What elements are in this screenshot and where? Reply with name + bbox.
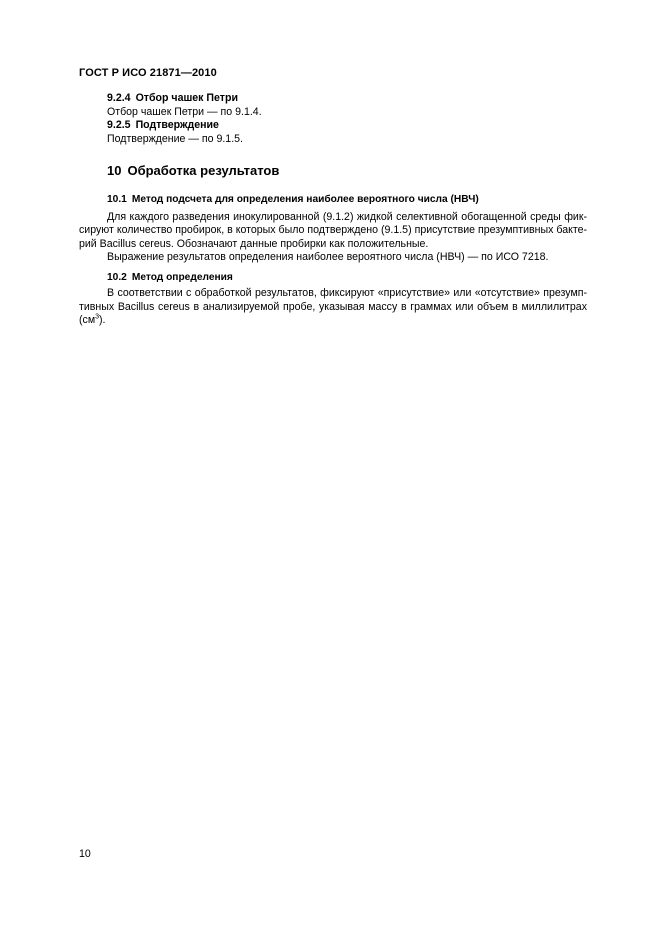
clause-number: 10.1 bbox=[107, 194, 127, 205]
subsection-title: Отбор чашек Петри bbox=[135, 92, 238, 104]
clause-title: Метод определения bbox=[131, 271, 233, 283]
clause-title: Метод подсчета для определения наиболее вероятного числа (НВЧ) bbox=[131, 194, 479, 205]
paragraph-line: тивных Bacillus cereus в анализируемой пробе, указывая массу в граммах или объем в миллилитрах bbox=[79, 300, 587, 313]
page-header: ГОСТ Р ИСО 21871—2010 bbox=[79, 67, 217, 79]
paragraph-line: рий Bacillus cereus. Обозначают данные пробирки как положительные. bbox=[79, 237, 429, 250]
paragraph-line: В соответствии с обработкой результатов, фиксируют «присутствие» или «отсутствие» презумп- bbox=[107, 287, 587, 299]
subsection-number: 9.2.5 bbox=[107, 119, 131, 131]
subsection-text-9-2-4: Отбор чашек Петри — по 9.1.4. bbox=[107, 105, 262, 118]
section-heading-10 bbox=[107, 163, 587, 179]
paragraph-10-2-a bbox=[79, 287, 587, 328]
page-number: 10 bbox=[79, 848, 91, 860]
paragraph-line-units bbox=[79, 314, 587, 328]
paragraph-line: сируют количество пробирок, в которых было подтверждено (9.1.5) присутствие презумптивных бакте- bbox=[79, 224, 587, 236]
clause-heading-10-2 bbox=[107, 271, 587, 285]
units-superscript: 3 bbox=[95, 313, 100, 321]
subsection-number: 9.2.4 bbox=[107, 92, 131, 104]
clause-number: 10.2 bbox=[107, 271, 127, 283]
clause-heading-10-1 bbox=[107, 193, 587, 207]
units-text: (см bbox=[79, 314, 96, 326]
paragraph-10-1-b: Выражение результатов определения наиболее вероятного числа (НВЧ) — по ИСО 7218. bbox=[107, 251, 549, 263]
section-title: Обработка результатов bbox=[127, 163, 280, 178]
subsection-title: Подтверждение bbox=[135, 119, 219, 131]
paragraph-line: Для каждого разведения инокулированной (9.1.2) жидкой селективной обогащенной среды фик- bbox=[107, 210, 587, 223]
document-body bbox=[79, 92, 587, 328]
subsection-heading-9-2-5 bbox=[107, 119, 587, 133]
section-number: 10 bbox=[107, 163, 122, 178]
subsection-text-9-2-5: Подтверждение — по 9.1.5. bbox=[107, 132, 243, 145]
units-text-end: ). bbox=[99, 314, 106, 326]
paragraph-10-1-a bbox=[79, 211, 587, 252]
subsection-heading-9-2-4 bbox=[107, 92, 587, 106]
